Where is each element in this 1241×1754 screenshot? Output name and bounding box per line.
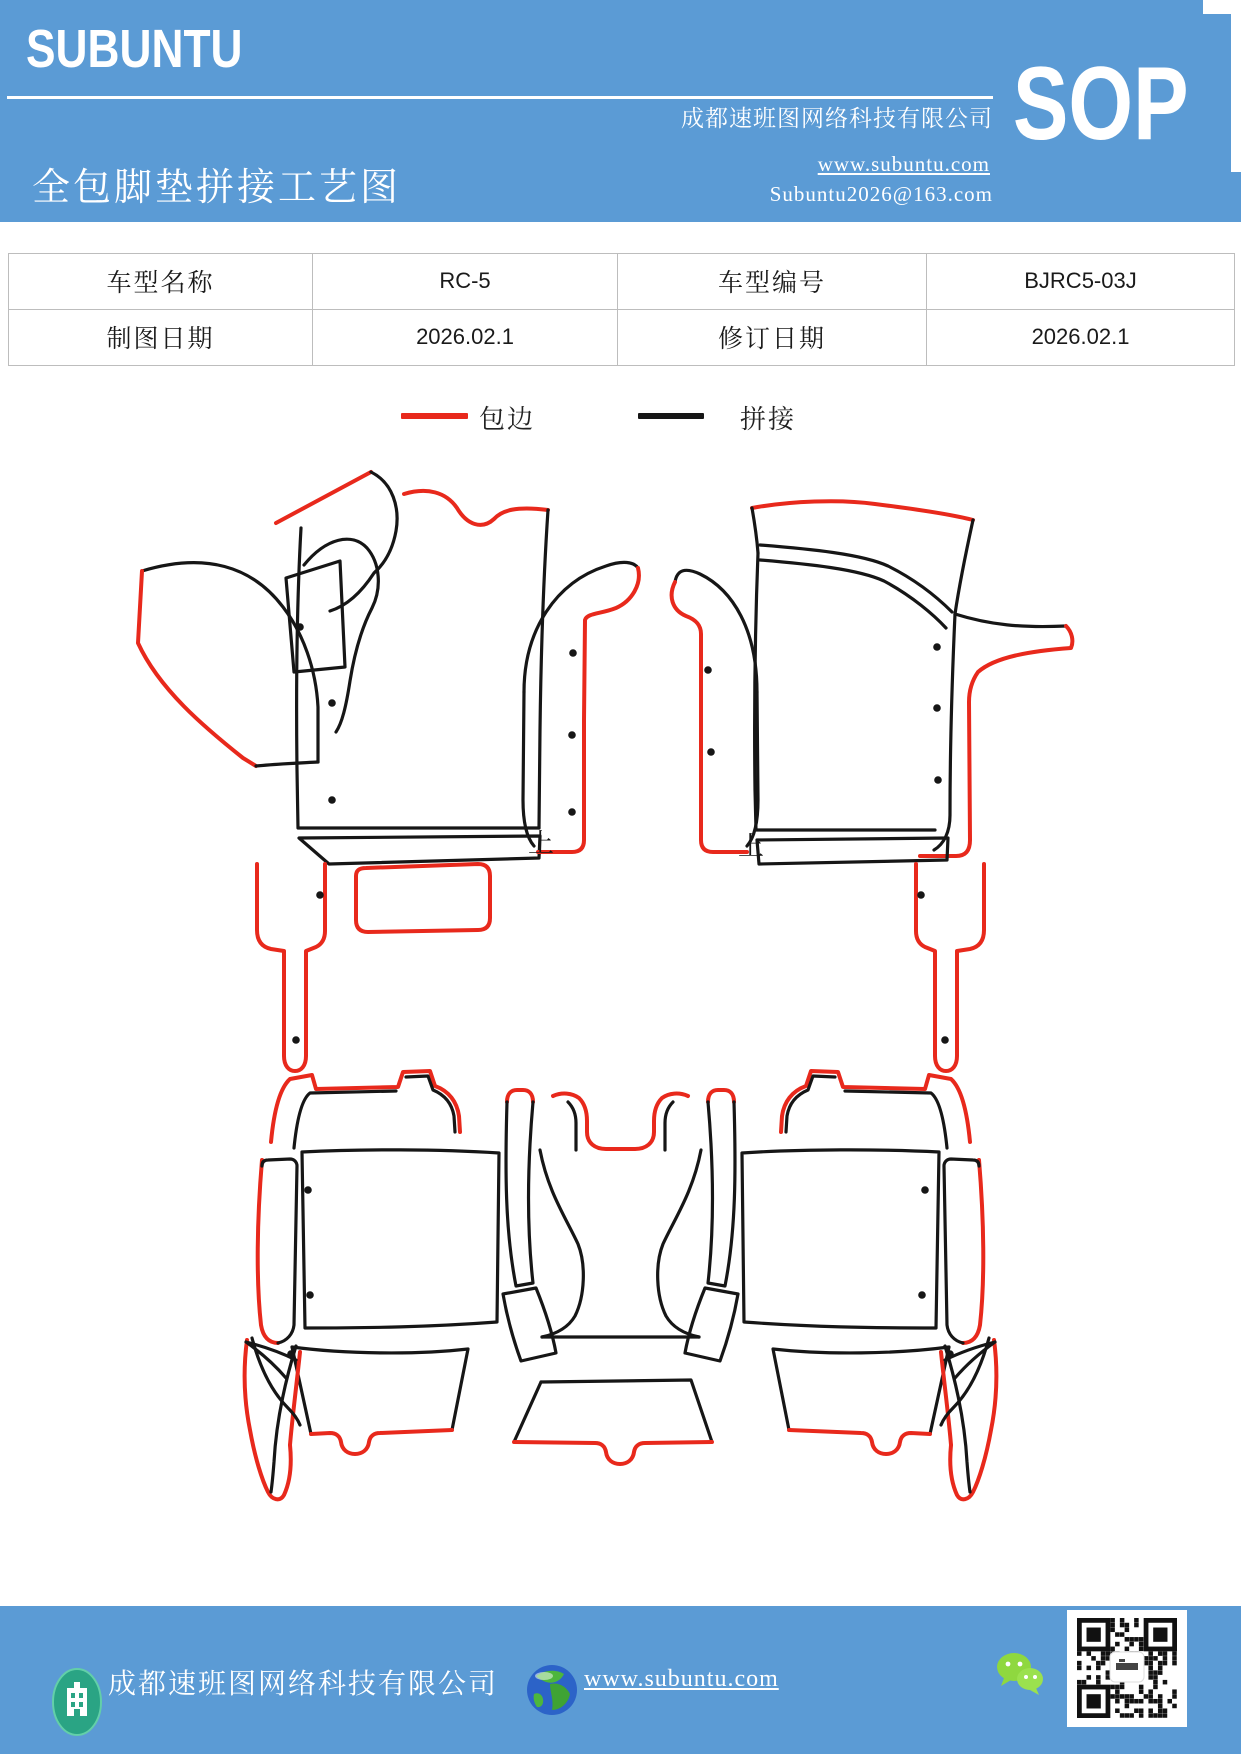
mat-outline-black	[742, 1150, 939, 1328]
mat-outline-red	[553, 1094, 688, 1149]
fastener-dot	[569, 649, 577, 657]
mat-outline-black	[955, 520, 973, 614]
mat-outline-black	[568, 1102, 576, 1150]
fastener-dot	[568, 808, 576, 816]
up-direction-mark: 上	[738, 832, 765, 861]
mat-outline-black	[299, 836, 540, 864]
mat-outline-black	[760, 545, 952, 612]
mat-outline-red	[538, 568, 639, 852]
mat-outline-black	[752, 508, 758, 553]
brand-logo: SUBUNTU	[26, 19, 243, 79]
footer-company-name: 成都速班图网络科技有限公司	[108, 1669, 499, 1700]
mat-outline-red	[752, 501, 973, 520]
fastener-dot	[292, 1036, 300, 1044]
mat-outline-black	[506, 1102, 533, 1286]
table-cell-draw-date-label: 制图日期	[9, 310, 313, 366]
mat-outline-black	[675, 570, 757, 692]
table-cell-model-code-label: 车型编号	[618, 254, 927, 310]
fastener-dot	[933, 643, 941, 651]
footer-banner	[0, 1606, 1241, 1754]
up-direction-mark: 上	[528, 829, 555, 858]
mat-outline-black	[256, 762, 318, 766]
mat-outline-black	[786, 1076, 835, 1132]
mat-outline-red	[507, 1090, 533, 1102]
fastener-dot	[296, 623, 304, 631]
fastener-dot	[934, 776, 942, 784]
mat-outline-black	[773, 1347, 949, 1434]
mat-outline-black	[514, 1380, 712, 1442]
mat-outline-black	[503, 1288, 556, 1361]
globe-icon	[526, 1664, 578, 1716]
mat-outline-red	[404, 491, 548, 525]
table-cell-model-name-label: 车型名称	[9, 254, 313, 310]
mat-outline-black	[658, 1150, 701, 1337]
building-icon	[52, 1668, 102, 1736]
mat-outline-black	[539, 510, 548, 828]
table-cell-draw-date-value: 2026.02.1	[313, 310, 618, 366]
fastener-dot	[306, 1291, 314, 1299]
mat-outline-black	[297, 528, 539, 828]
table-cell-revise-date-value: 2026.02.1	[1031, 324, 1130, 350]
mat-outline-black	[540, 1150, 583, 1337]
fastener-dot	[287, 1350, 295, 1358]
mat-outline-black	[760, 560, 946, 628]
mat-outline-black	[262, 1159, 297, 1343]
mat-outline-black	[955, 614, 1066, 627]
fastener-dot	[704, 666, 712, 674]
mat-outline-red	[708, 1090, 734, 1102]
table-cell-model-code-value: BJRC5-03J	[927, 254, 1234, 310]
fastener-dot	[316, 891, 324, 899]
fastener-dot	[707, 748, 715, 756]
fastener-dot	[921, 1186, 929, 1194]
mat-outline-black	[523, 692, 534, 846]
fastener-dot	[304, 1186, 312, 1194]
sop-badge: SOP	[1013, 46, 1189, 162]
mat-outline-black	[944, 1159, 979, 1343]
mat-outline-black	[302, 1150, 499, 1328]
mat-outline-black	[685, 1288, 738, 1361]
mat-outline-black	[708, 1102, 735, 1286]
mat-outline-red	[514, 1442, 712, 1464]
mat-outline-red	[916, 864, 984, 1071]
mat-outline-red	[245, 1340, 291, 1499]
mat-outline-black	[845, 1091, 947, 1148]
page-title: 全包脚垫拼接工艺图	[32, 167, 402, 209]
fastener-dot	[328, 699, 336, 707]
mat-outline-black	[294, 1091, 396, 1148]
header-company-name: 成都速班图网络科技有限公司	[681, 106, 993, 131]
mat-outline-red	[356, 864, 490, 932]
mat-outline-red	[138, 571, 256, 766]
fastener-dot	[918, 1291, 926, 1299]
table-cell-model-name-value: RC-5	[313, 254, 618, 310]
mat-outline-red	[963, 1160, 983, 1343]
mat-outline-black	[292, 1347, 468, 1434]
table-cell-revise-date-label: 修订日期	[618, 310, 927, 366]
mat-outline-black	[286, 561, 345, 672]
fastener-dot	[941, 1036, 949, 1044]
binding-edge-label: 包边	[479, 405, 536, 434]
fastener-dot	[328, 796, 336, 804]
fastener-dot	[946, 1350, 954, 1358]
mat-outline-red	[276, 472, 371, 523]
mat-outline-red	[950, 1340, 996, 1499]
mat-outline-red	[257, 864, 325, 1071]
mat-outline-red	[311, 1430, 452, 1454]
mat-outline-red	[258, 1160, 278, 1343]
header-email: Subuntu2026@163.com	[769, 182, 993, 206]
header-website-link[interactable]: www.subuntu.com	[817, 152, 990, 176]
fastener-dot	[933, 704, 941, 712]
mat-outline-red	[920, 626, 1072, 856]
mat-outline-red	[789, 1430, 930, 1454]
qr-code	[1067, 1610, 1187, 1727]
mat-outline-black	[665, 1102, 673, 1150]
wechat-icon	[994, 1650, 1046, 1696]
mat-outline-red	[672, 582, 747, 852]
splice-label: 拼接	[740, 405, 797, 434]
mat-outline-black	[757, 838, 948, 864]
footer-website-link[interactable]: www.subuntu.com	[584, 1666, 779, 1692]
mat-outline-black	[406, 1076, 455, 1132]
fastener-dot	[568, 731, 576, 739]
fastener-dot	[917, 891, 925, 899]
